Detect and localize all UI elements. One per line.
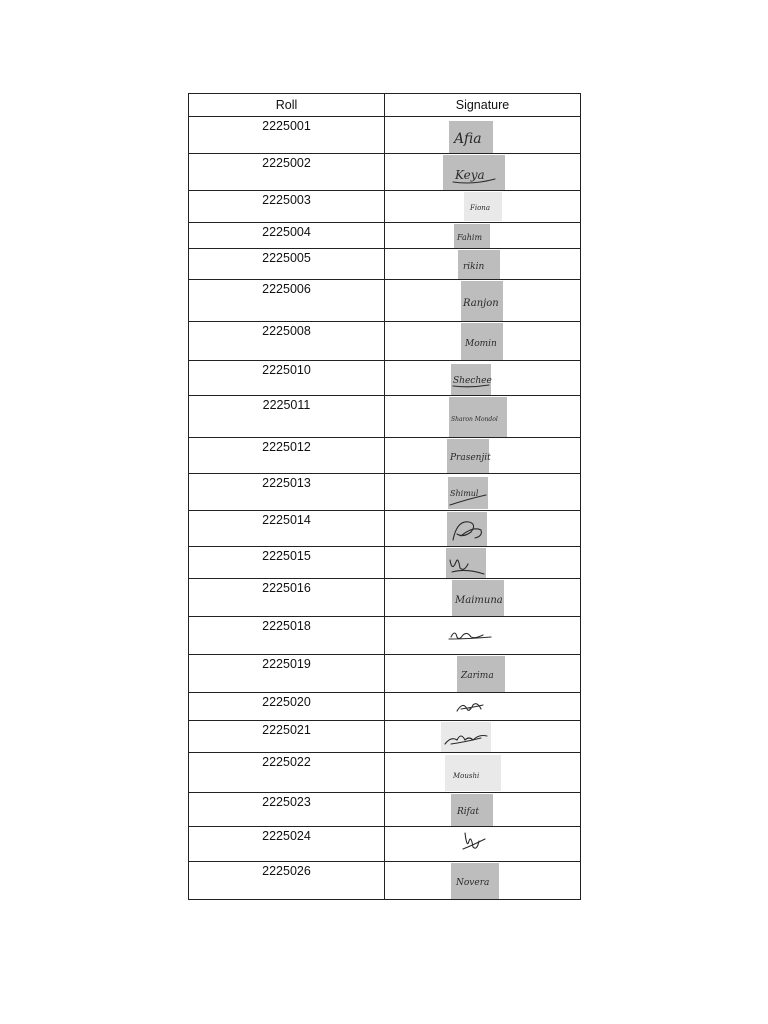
signature-cell: [385, 655, 581, 693]
roll-cell: 2225019: [189, 655, 385, 693]
table-row: [189, 579, 581, 617]
attendance-sheet: [188, 93, 580, 900]
roll-cell: 2225004: [189, 223, 385, 249]
signature-text: Prasenjit: [450, 453, 491, 463]
signature-cell: [385, 249, 581, 280]
signature-text: Shechee: [453, 376, 492, 386]
roll-cell: 2225016: [189, 579, 385, 617]
table-row: [189, 827, 581, 862]
signature-text: Ranjon: [463, 298, 499, 309]
signature-image: [447, 621, 493, 651]
signature-cell: [385, 862, 581, 900]
signature-cell: [385, 322, 581, 361]
signature-image: [464, 192, 502, 221]
signature-cell: [385, 191, 581, 223]
signature-cell: [385, 693, 581, 721]
roll-cell: 2225003: [189, 191, 385, 223]
signature-cell: [385, 154, 581, 191]
signature-image: [451, 794, 493, 826]
table-row: [189, 223, 581, 249]
signature-image: [449, 121, 493, 153]
signature-table: [188, 93, 581, 900]
signature-text: Novera: [456, 878, 490, 888]
signature-image: [451, 863, 499, 899]
signature-image: [451, 364, 491, 395]
signature-text: Rifat: [457, 807, 479, 817]
table-row: [189, 322, 581, 361]
table-row: [189, 693, 581, 721]
table-row: [189, 280, 581, 322]
table-row: [189, 793, 581, 827]
signature-text: Sharon Mondol: [451, 416, 498, 423]
signature-cell: [385, 511, 581, 547]
signature-text: Maimuna: [455, 595, 503, 606]
signature-cell: [385, 547, 581, 579]
roll-cell: 2225006: [189, 280, 385, 322]
signature-cell: [385, 721, 581, 753]
table-row: [189, 862, 581, 900]
table-row: [189, 361, 581, 396]
table-row: [189, 547, 581, 579]
roll-cell: 2225026: [189, 862, 385, 900]
signature-image: [446, 548, 486, 578]
signature-text: Keya: [455, 168, 485, 182]
column-header-roll: Roll: [189, 94, 385, 117]
signature-image: [458, 250, 500, 279]
signature-image: [443, 155, 505, 190]
signature-cell: [385, 753, 581, 793]
roll-cell: 2225005: [189, 249, 385, 280]
signature-cell: [385, 579, 581, 617]
signature-text: Fahim: [457, 233, 483, 242]
roll-cell: 2225020: [189, 693, 385, 721]
roll-cell: 2225014: [189, 511, 385, 547]
signature-cell: [385, 396, 581, 438]
table-row: [189, 474, 581, 511]
signature-image: [445, 755, 501, 791]
signature-cell: [385, 827, 581, 862]
roll-cell: 2225008: [189, 322, 385, 361]
signature-image: [459, 829, 495, 859]
table-row: [189, 511, 581, 547]
header-row: [189, 94, 581, 117]
table-row: [189, 396, 581, 438]
signature-text: Momin: [465, 339, 497, 349]
signature-cell: [385, 438, 581, 474]
table-row: [189, 249, 581, 280]
signature-cell: [385, 361, 581, 396]
signature-image: [447, 439, 489, 473]
roll-cell: 2225015: [189, 547, 385, 579]
signature-cell: [385, 223, 581, 249]
table-row: [189, 721, 581, 753]
column-header-signature: Signature: [385, 94, 581, 117]
table-row: [189, 117, 581, 154]
signature-text: Afia: [454, 131, 482, 147]
roll-cell: 2225024: [189, 827, 385, 862]
signature-cell: [385, 280, 581, 322]
signature-image: [448, 477, 488, 509]
signature-image: [457, 656, 505, 692]
table-row: [189, 191, 581, 223]
roll-cell: 2225002: [189, 154, 385, 191]
signature-image: [447, 512, 487, 546]
signature-text: rikin: [463, 262, 485, 272]
signature-image: [461, 323, 503, 360]
signature-image: [453, 695, 493, 719]
roll-cell: 2225010: [189, 361, 385, 396]
table-row: [189, 753, 581, 793]
roll-cell: 2225018: [189, 617, 385, 655]
signature-cell: [385, 474, 581, 511]
table-row: [189, 438, 581, 474]
roll-cell: 2225023: [189, 793, 385, 827]
table-row: [189, 154, 581, 191]
table-row: [189, 617, 581, 655]
roll-cell: 2225011: [189, 396, 385, 438]
roll-cell: 2225021: [189, 721, 385, 753]
signature-cell: [385, 793, 581, 827]
signature-image: [452, 580, 504, 616]
signature-cell: [385, 117, 581, 154]
signature-text: Moushi: [453, 772, 480, 780]
roll-cell: 2225012: [189, 438, 385, 474]
table-row: [189, 655, 581, 693]
signature-image: [449, 397, 507, 437]
signature-text: Zarima: [461, 671, 494, 681]
signature-text: Shimul: [450, 489, 479, 498]
roll-cell: 2225001: [189, 117, 385, 154]
roll-cell: 2225022: [189, 753, 385, 793]
signature-cell: [385, 617, 581, 655]
signature-text: Fiona: [470, 204, 490, 212]
signature-image: [441, 722, 491, 752]
roll-cell: 2225013: [189, 474, 385, 511]
signature-image: [461, 281, 503, 321]
signature-image: [454, 224, 490, 248]
